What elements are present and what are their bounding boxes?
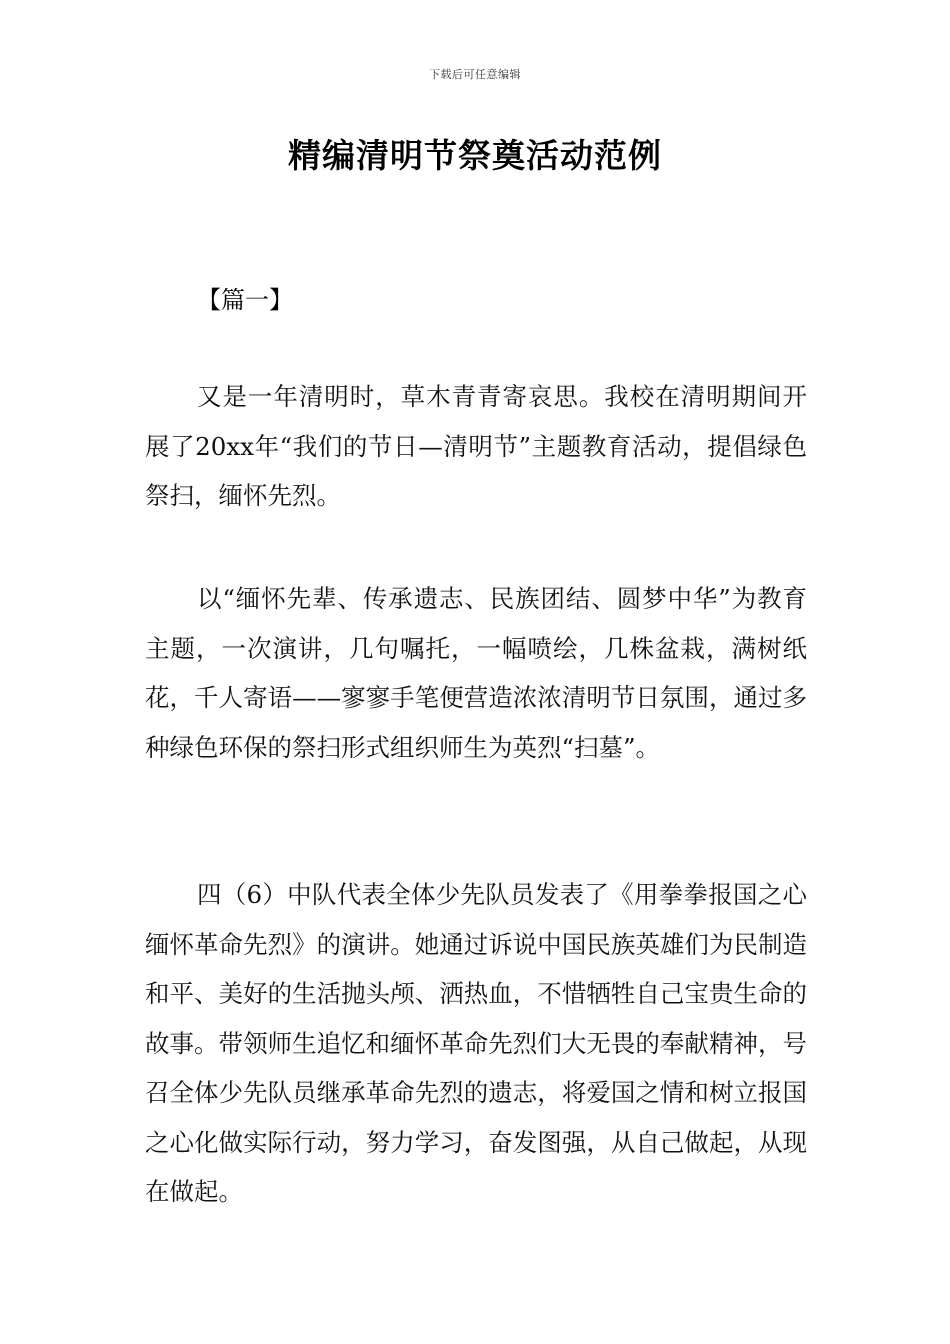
document-title: 精编清明节祭奠活动范例 bbox=[288, 136, 662, 175]
paragraph-1: 又是一年清明时，草木青青寄哀思。我校在清明期间开展了20xx年“我们的节日—清明节”主题教育活动，提倡绿色祭扫，缅怀先烈。 bbox=[145, 382, 807, 510]
header-note: 下载后可任意编辑 bbox=[429, 68, 521, 81]
paragraph-3: 四（6）中队代表全体少先队员发表了《用拳拳报国之心缅怀革命先烈》的演讲。她通过诉说中国民族英雄们为民制造和平、美好的生活抛头颅、洒热血，不惜牺牲自己宝贵生命的故事。带领师生追忆和缅怀革命先烈们大无畏的奉献精神，号召全体少先队员继承革命先烈的遗志，将爱国之情和树立报国之心化做实际行动，努力学习，奋发图强，从自己做起，从现在做起。 bbox=[145, 880, 807, 1206]
paragraph-2: 以“缅怀先辈、传承遗志、民族团结、圆梦中华”为教育主题，一次演讲，几句嘱托，一幅喷绘，几株盆栽，满树纸花，千人寄语——寥寥手笔便营造浓浓清明节日氛围，通过多种绿色环保的祭扫形式组织师生为英烈“扫墓”。 bbox=[145, 584, 807, 762]
section-label: 【篇一】 bbox=[197, 286, 293, 314]
